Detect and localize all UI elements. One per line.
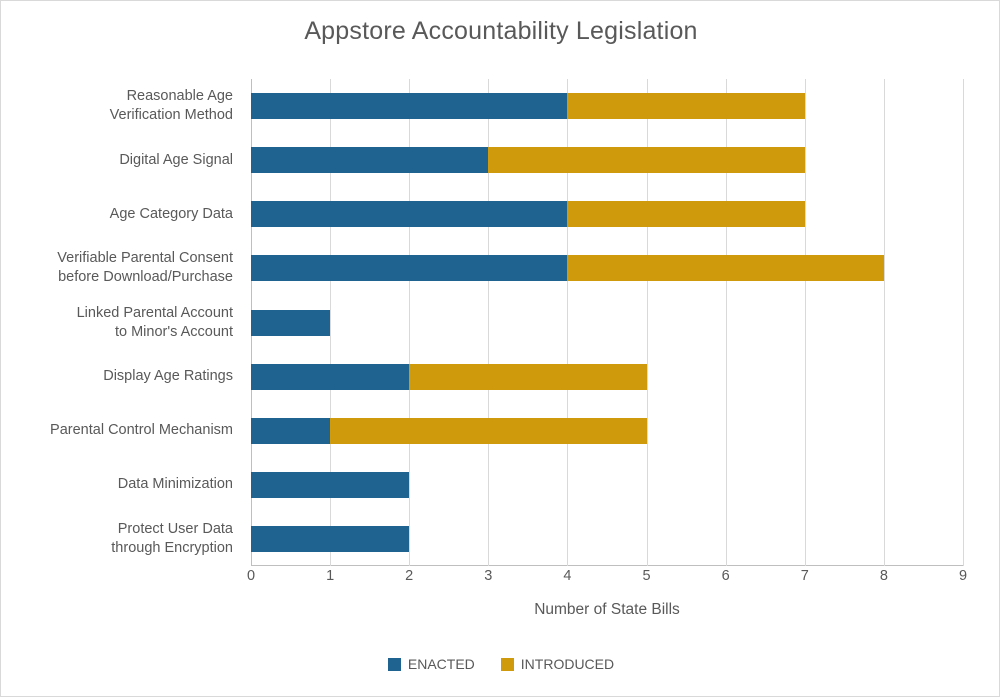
chart-title: Appstore Accountability Legislation [304, 17, 698, 45]
bar-group [251, 472, 963, 498]
bar-segment-enacted[interactable] [251, 147, 488, 173]
bar-group [251, 255, 963, 281]
y-axis-label [1, 421, 233, 440]
y-axis-label [1, 475, 233, 494]
bar-segment-enacted[interactable] [251, 310, 330, 336]
plot-area [251, 79, 963, 566]
x-axis-tick-label: 1 [326, 568, 335, 584]
bar-group [251, 201, 963, 227]
bar-segment-introduced[interactable] [567, 93, 804, 119]
bar-group [251, 418, 963, 444]
x-axis-title: Number of State Bills [534, 601, 680, 618]
y-axis-label-line: Verifiable Parental Consent [57, 250, 233, 267]
bar-segment-introduced[interactable] [567, 201, 804, 227]
bar-segment-enacted[interactable] [251, 255, 567, 281]
legend-swatch-enacted [388, 658, 401, 671]
x-axis-tick-label: 5 [642, 568, 651, 584]
x-axis-tick-label: 7 [800, 568, 809, 584]
bar-group [251, 364, 963, 390]
bar-segment-enacted[interactable] [251, 472, 409, 498]
y-axis-label [1, 205, 233, 224]
legend-label-enacted: ENACTED [407, 656, 475, 672]
x-axis-tick-label: 9 [958, 568, 968, 584]
y-axis-label [1, 367, 233, 386]
bar-segment-enacted[interactable] [251, 93, 567, 119]
y-axis-label-line: Verification Method [109, 107, 233, 124]
y-axis-label [1, 249, 233, 287]
bar-segment-enacted[interactable] [251, 201, 567, 227]
y-axis-label [1, 304, 233, 342]
bar-group [251, 310, 963, 336]
x-axis-tick-labels [246, 568, 968, 590]
y-axis-label-line: Display Age Ratings [103, 368, 233, 385]
y-axis-labels [1, 79, 243, 566]
bar-segment-enacted[interactable] [251, 364, 409, 390]
y-axis-label-line: Protect User Data [117, 520, 233, 537]
x-axis-tick-label: 4 [563, 568, 572, 584]
bar-group [251, 93, 963, 119]
x-axis-line [251, 565, 963, 566]
x-axis-tick-label: 6 [721, 568, 730, 584]
x-axis-tick-label: 2 [405, 568, 414, 584]
y-axis-label-line: Digital Age Signal [119, 151, 233, 168]
bar-segment-introduced[interactable] [409, 364, 646, 390]
bar-segment-enacted[interactable] [251, 418, 330, 444]
chart-legend [1, 656, 1000, 672]
x-axis-tick-label: 8 [879, 568, 888, 584]
bar-segment-enacted[interactable] [251, 526, 409, 552]
bar-segment-introduced[interactable] [488, 147, 804, 173]
x-axis-tick-label: 0 [246, 568, 256, 584]
bar-group [251, 147, 963, 173]
y-axis-label-line: Parental Control Mechanism [50, 422, 233, 439]
legend-swatch-introduced [501, 658, 514, 671]
y-axis-label-line: Linked Parental Account [76, 304, 233, 321]
y-axis-label-line: through Encryption [111, 539, 233, 556]
y-axis-label [1, 151, 233, 170]
bar-segment-introduced[interactable] [567, 255, 883, 281]
y-axis-label [1, 87, 233, 125]
y-axis-label-line: Reasonable Age [126, 88, 233, 105]
bar-segment-introduced[interactable] [330, 418, 646, 444]
y-axis-label-line: Data Minimization [117, 476, 233, 493]
x-axis-tick-label: 3 [484, 568, 493, 584]
y-axis-label-line: before Download/Purchase [58, 269, 233, 286]
legend-item-enacted [388, 656, 475, 672]
legend-item-introduced [501, 656, 614, 672]
y-axis-label-line: to Minor's Account [114, 323, 233, 340]
y-axis-label-line: Age Category Data [109, 205, 233, 222]
legend-label-introduced: INTRODUCED [520, 656, 615, 672]
y-axis-label [1, 520, 233, 558]
gridline [963, 79, 964, 566]
bar-group [251, 526, 963, 552]
